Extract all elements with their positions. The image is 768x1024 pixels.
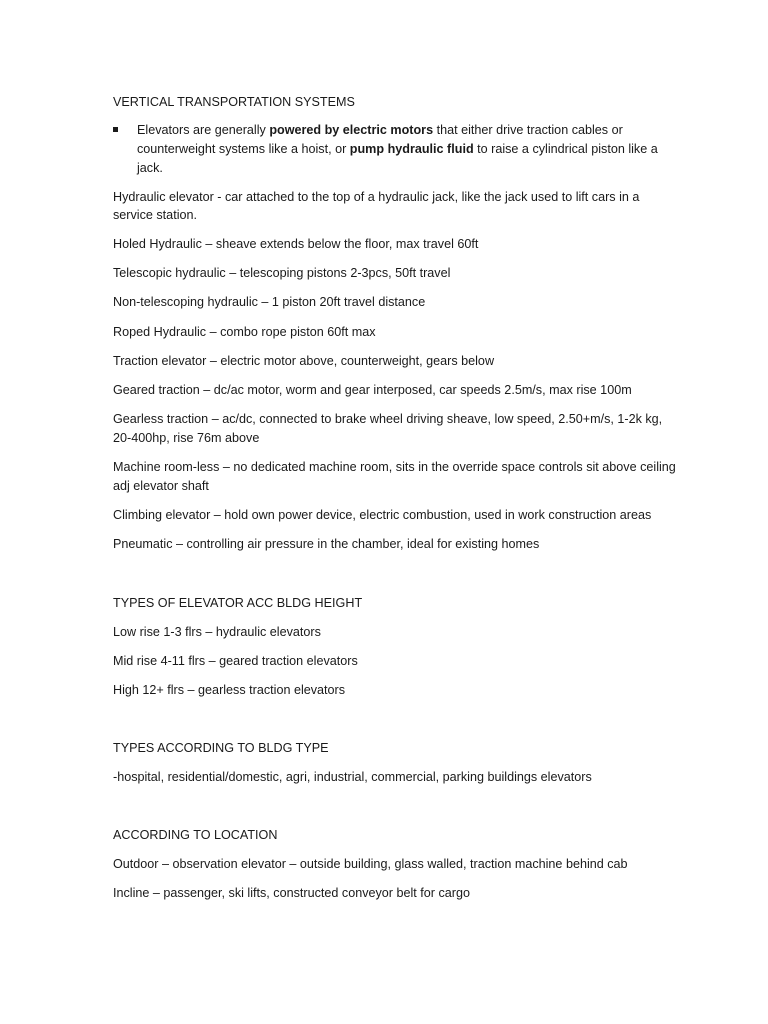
bullet-line-2: counterweight systems like a hoist, or pump hydraulic fluid to raise a cylindrical piston like a	[137, 142, 658, 156]
section-heading-bldg-height: TYPES OF ELEVATOR ACC BLDG HEIGHT	[113, 596, 363, 610]
section-heading-location: ACCORDING TO LOCATION	[113, 828, 278, 842]
paragraph-high-rise: High 12+ flrs – gearless traction elevators	[113, 683, 346, 697]
bullet-line-3: jack.	[137, 161, 163, 175]
paragraph-low-rise: Low rise 1-3 flrs – hydraulic elevators	[113, 625, 321, 639]
paragraph-hydraulic-line-2: service station.	[113, 208, 197, 222]
section-heading-bldg-type: TYPES ACCORDING TO BLDG TYPE	[113, 741, 329, 755]
bullet-line-1: Elevators are generally powered by electric motors that either drive traction cables or	[137, 123, 623, 137]
square-bullet-icon	[113, 127, 118, 132]
paragraph-hydraulic-line-1: Hydraulic elevator - car attached to the top of a hydraulic jack, like the jack used to lift cars in a	[113, 190, 640, 204]
paragraph-gearless-line-2: 20-400hp, rise 76m above	[113, 431, 260, 445]
bullet-text	[137, 121, 673, 178]
paragraph-climbing-elevator: Climbing elevator – hold own power device, electric combustion, used in work construction areas	[113, 508, 652, 522]
paragraph-mrl-line-2: adj elevator shaft	[113, 479, 209, 493]
paragraph-geared-traction: Geared traction – dc/ac motor, worm and gear interposed, car speeds 2.5m/s, max rise 100m	[113, 383, 632, 397]
section-heading-vertical-transportation: VERTICAL TRANSPORTATION SYSTEMS	[113, 95, 355, 109]
paragraph-telescopic-hydraulic: Telescopic hydraulic – telescoping pistons 2-3pcs, 50ft travel	[113, 266, 451, 280]
paragraph-mrl-line-1: Machine room-less – no dedicated machine room, sits in the override space controls sit above ceiling	[113, 460, 676, 474]
paragraph-mid-rise: Mid rise 4-11 flrs – geared traction elevators	[113, 654, 358, 668]
paragraph-traction-elevator: Traction elevator – electric motor above, counterweight, gears below	[113, 354, 495, 368]
paragraph-holed-hydraulic: Holed Hydraulic – sheave extends below the floor, max travel 60ft	[113, 237, 479, 251]
paragraph-pneumatic: Pneumatic – controlling air pressure in the chamber, ideal for existing homes	[113, 537, 540, 551]
bold-phrase-electric-motors: powered by electric motors	[269, 123, 434, 137]
bold-phrase-hydraulic-fluid: pump hydraulic fluid	[349, 142, 474, 156]
paragraph-gearless-line-1: Gearless traction – ac/dc, connected to brake wheel driving sheave, low speed, 2.50+m/s, 1-2k kg,	[113, 412, 663, 426]
paragraph-bldg-types: -hospital, residential/domestic, agri, industrial, commercial, parking buildings elevators	[113, 770, 592, 784]
paragraph-outdoor: Outdoor – observation elevator – outside building, glass walled, traction machine behind cab	[113, 857, 628, 871]
paragraph-roped-hydraulic: Roped Hydraulic – combo rope piston 60ft max	[113, 325, 376, 339]
paragraph-non-telescoping-hydraulic: Non-telescoping hydraulic – 1 piston 20ft travel distance	[113, 295, 426, 309]
paragraph-incline: Incline – passenger, ski lifts, constructed conveyor belt for cargo	[113, 886, 471, 900]
